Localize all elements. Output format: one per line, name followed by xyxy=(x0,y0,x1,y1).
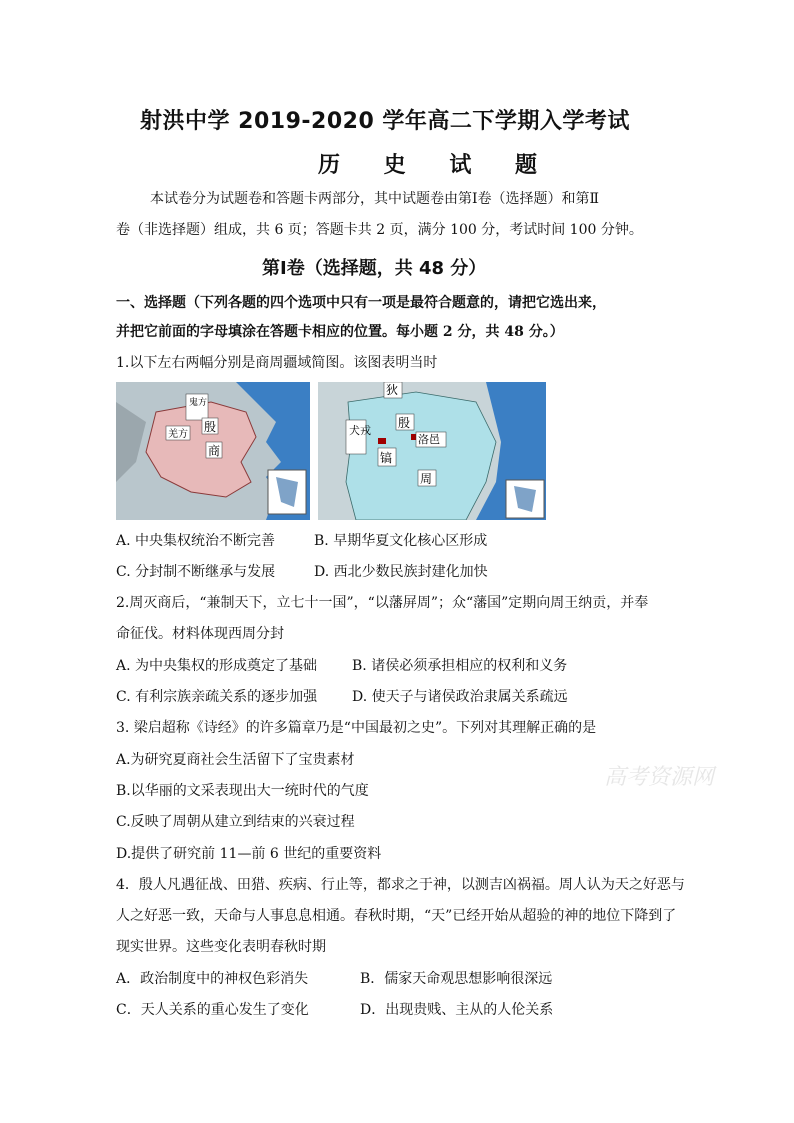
q4-option-b: B．儒家天命观思想影响很深远 xyxy=(360,971,553,987)
question-1-maps xyxy=(116,382,546,520)
q2-option-d: D. 使天子与诸侯政治隶属关系疏远 xyxy=(352,689,568,705)
part-heading-line-1: 一、选择题（下列各题的四个选项中只有一项是最符合题意的，请把它选出来， xyxy=(116,295,606,311)
watermark: 高考资源网 xyxy=(604,765,715,790)
q2-option-b: B. 诸侯必须承担相应的权利和义务 xyxy=(352,658,568,674)
question-4-stem-line-1: 4．殷人凡遇征战、田猎、疾病、行止等，都求之于神，以测吉凶祸福。周人认为天之好恶与 xyxy=(116,877,685,893)
map-label-yin-right: 殷 xyxy=(398,416,411,430)
q3-option-c: C.反映了周朝从建立到结束的兴衰过程 xyxy=(116,814,355,830)
map-label-hao: 镐 xyxy=(380,451,393,465)
q1-option-a: A. 中央集权统治不断完善 xyxy=(116,533,276,549)
question-3-stem: 3. 梁启超称《诗经》的许多篇章乃是“中国最初之史”。下列对其理解正确的是 xyxy=(116,720,597,736)
map-label-shang: 商 xyxy=(208,444,221,458)
section-title: 第Ⅰ卷（选择题，共 48 分） xyxy=(262,258,487,279)
q2-option-c: C. 有利宗族亲疏关系的逐步加强 xyxy=(116,689,318,705)
question-2-stem-line-2: 命征伐。材料体现西周分封 xyxy=(116,626,284,642)
intro-line-2: 卷（非选择题）组成，共 6 页；答题卡共 2 页，满分 100 分，考试时间 100 分钟。 xyxy=(116,222,643,238)
question-1-stem: 1.以下左右两幅分别是商周疆域简图。该图表明当时 xyxy=(116,355,438,371)
exam-subtitle: 历 史 试 题 xyxy=(318,153,555,178)
exam-title: 射洪中学 2019-2020 学年高二下学期入学考试 xyxy=(140,109,630,134)
map-label-luoyi: 洛邑 xyxy=(418,433,440,446)
question-2-stem-line-1: 2.周灭商后，“兼制天下，立七十一国”，“以藩屏周”；众“藩国”定期向周王纳贡，并奉 xyxy=(116,595,649,611)
q4-option-d: D．出现贵贱、主从的人伦关系 xyxy=(360,1002,554,1018)
q1-option-d: D. 西北少数民族封建化加快 xyxy=(314,564,488,580)
q4-option-a: A．政治制度中的神权色彩消失 xyxy=(116,971,309,987)
map-label-zhou: 周 xyxy=(420,472,433,486)
map-label-di: 狄 xyxy=(386,383,399,397)
intro-line-1: 本试卷分为试题卷和答题卡两部分，其中试题卷由第Ⅰ卷（选择题）和第Ⅱ xyxy=(150,191,600,207)
zhou-map xyxy=(318,382,546,520)
q2-option-a: A. 为中央集权的形成奠定了基础 xyxy=(116,658,318,674)
map-label-quanrong: 犬戎 xyxy=(349,424,371,437)
q4-option-c: C．天人关系的重心发生了变化 xyxy=(116,1002,309,1018)
question-4-stem-line-2: 人之好恶一致，天命与人事息息相通。春秋时期，“天”已经开始从超验的神的地位下降到了 xyxy=(116,908,677,924)
q3-option-d: D.提供了研究前 11—前 6 世纪的重要资料 xyxy=(116,846,382,862)
shang-map xyxy=(116,382,310,520)
map-label-guifang: 鬼方 xyxy=(189,398,208,408)
part-heading-line-2: 并把它前面的字母填涂在答题卡相应的位置。每小题 2 分，共 48 分。） xyxy=(116,324,564,340)
q3-option-b: B.以华丽的文采表现出大一统时代的气度 xyxy=(116,783,369,799)
q3-option-a: A.为研究夏商社会生活留下了宝贵素材 xyxy=(116,752,355,768)
q1-option-c: C. 分封制不断继承与发展 xyxy=(116,564,276,580)
map-label-yin-left: 殷 xyxy=(204,420,217,434)
q1-option-b: B. 早期华夏文化核心区形成 xyxy=(314,533,488,549)
question-4-stem-line-3: 现实世界。这些变化表明春秋时期 xyxy=(116,939,326,955)
map-label-qiangfang: 羌方 xyxy=(168,429,188,440)
